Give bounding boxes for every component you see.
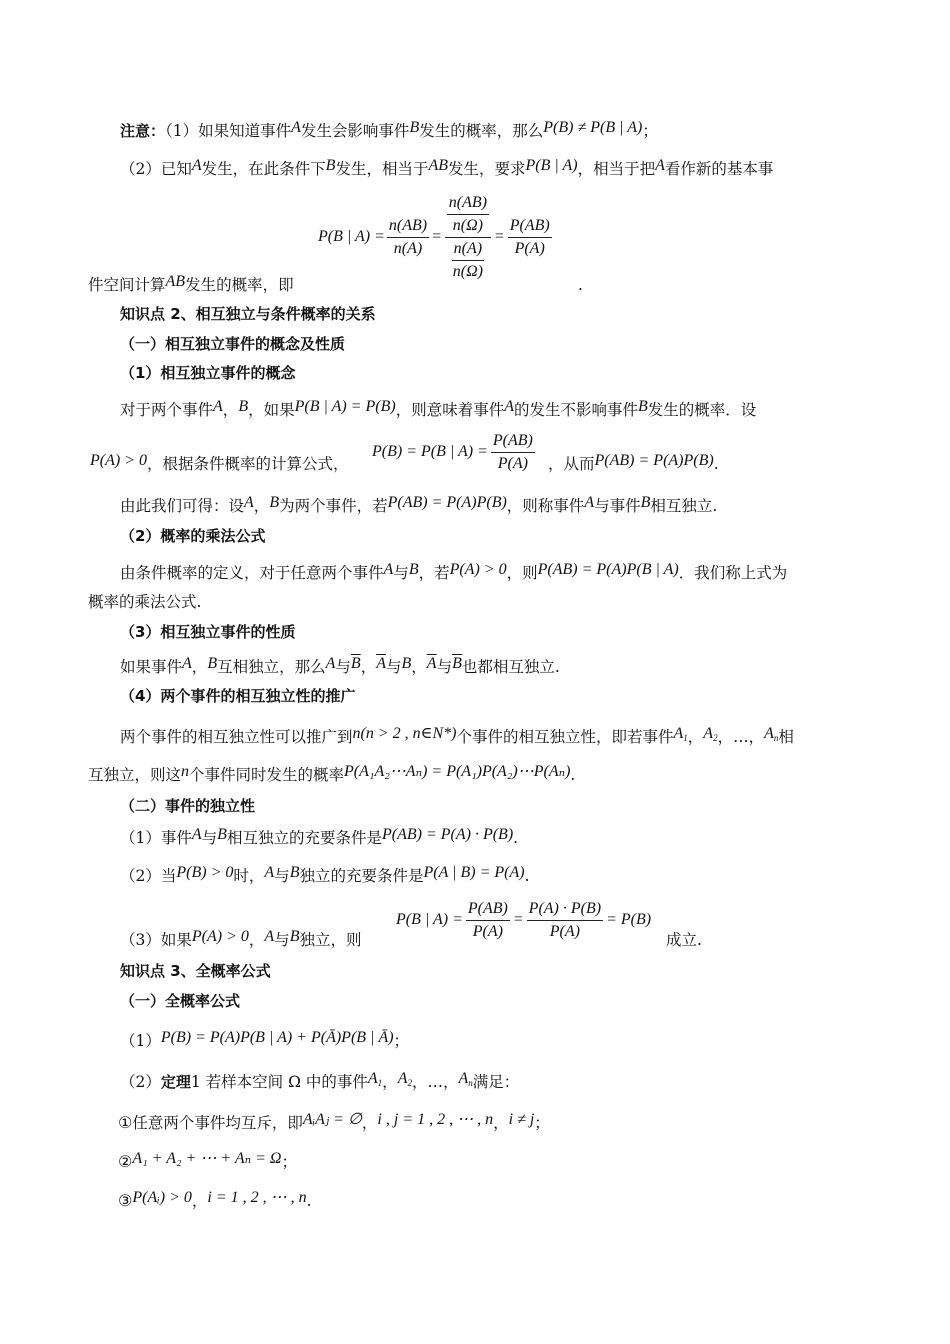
section-heading-k3: 知识点 3、全概率公式 xyxy=(120,962,271,980)
subsection-heading: （二）事件的独立性 xyxy=(120,797,256,815)
paragraph-line: （1）P(B) = P(A)P(B | A) + P(Ā)P(B | Ā)； xyxy=(120,1029,410,1050)
paragraph-line: 概率的乘法公式. xyxy=(88,593,202,611)
paragraph-line: 由条件概率的定义，对于任意两个事件A与B，若P(A) > 0，则P(AB) = P(A)P(B | A)．我们称上式为 xyxy=(120,561,788,582)
paragraph-line: P(A) > 0，根据条件概率的计算公式， xyxy=(90,452,349,473)
note-line-2: （2）已知A发生，在此条件下B发生，相当于AB发生，要求P(B | A)，相当于把A看作新的基本事 xyxy=(120,157,774,178)
paragraph-line: （2）当P(B) > 0时，A与B独立的充要条件是P(A | B) = P(A). xyxy=(120,864,530,885)
note-label: 注意： xyxy=(120,122,166,140)
document-page: 注意：（1）如果知道事件A发生会影响事件B发生的概率，那么P(B) ≠ P(B | A)； （2）已知A发生，在此条件下B发生，相当于AB发生，要求P(B | A)，相当于把A看作新的基本事 P(B | A) = $\frac{n(AB)}{n(A)}$ = $\frac{n(AB)}{n(\Omega)}$ $\frac{n(A)}{n(\Omega)}$ = $\frac{P(AB)}{P(A)}$ 件空间计算AB发生的概率，即 . 知识点 2、相互独立与条件概率的关系 （一）相互独立事件的概念及性质 （1）相互独立事件的概念 对于两个事件A，B，如果P(B | A) = P(B)，则意味着事件A的发生不影响事件B发生的概率．设 P(A) > 0，根据条件概率的计算公式， P(B) = P(B | A) = $\frac{P(AB)}{P(A)}$ ，从而P(AB) = P(A)P(B). 由此我们可得：设A，B为两个事件，若P(AB) = P(A)P(B)，则称事件A与事件B相互独立. （2）概率的乘法公式 由条件概率的定义，对于任意两个事件A与B，若P(A) > 0，则P(AB) = P(A)P(B | A)．我们称上式为 概率的乘法公式. （3）相互独立事件的性质 如果事件A，B互相独立，那么A与$\overline{B}$，$\overline{A}$与B，$\overline{A}$与$\overline{B}$也都相互独立. （4）两个事件的相互独立性的推广 两个事件的相互独立性可以推广到n(n > 2 , n∈N*)个事件的相互独立性，即若事件$A_1$，$A_2$，…，$A_n$相 互独立，则这n个事件同时发生的概率P(A₁A₂⋯Aₙ) = P(A₁)P(A₂)⋯P(Aₙ). （二）事件的独立性 （1）事件A与B相互独立的充要条件是P(AB) = P(A) · P(B). （2）当P(B) > 0时，A与B独立的充要条件是P(A | B) = P(A). （3）如果P(A) > 0，A与B独立，则 P(B | A) = $\frac{P(AB)}{P(A)}$ = $\frac{P(A) \cdot P(B)}{P(A)}$ = P(B) 成立. 知识点 3、全概率公式 （一）全概率公式 （1）P(B) = P(A)P(B | A) + P(Ā)P(B | Ā)； （2）定理1 若样本空间 Ω 中的事件$A_1$，$A_2$，…，$A_n$满足： ①任意两个事件均互斥，即AᵢAⱼ = ∅，i , j = 1 , 2 , ⋯ , n，i ≠ j； ②A₁ + A₂ + ⋯ + Aₙ = Ω； ③P(Aᵢ) > 0，i = 1 , 2 , ⋯ , n. xyxy=(0,0,950,1344)
subsection-heading: （一）全概率公式 xyxy=(120,992,241,1010)
paragraph-line: 互独立，则这n个事件同时发生的概率P(A₁A₂⋯Aₙ) = P(A₁)P(A₂)⋯P(Aₙ). xyxy=(88,763,576,784)
condition-item: ①任意两个事件均互斥，即AᵢAⱼ = ∅，i , j = 1 , 2 , ⋯ , n，i ≠ j； xyxy=(118,1111,550,1132)
paragraph-line: （2）定理1 若样本空间 Ω 中的事件$A_1$，$A_2$，…，$A_n$满足： xyxy=(120,1070,520,1091)
section-heading-k2: 知识点 2、相互独立与条件概率的关系 xyxy=(120,305,376,323)
subsection-heading: （3）相互独立事件的性质 xyxy=(120,623,296,641)
paragraph-line: （1）事件A与B相互独立的充要条件是P(AB) = P(A) · P(B). xyxy=(120,826,519,847)
conditional-probability-formula: P(B | A) = $\frac{n(AB)}{n(A)}$ = $\frac{n(AB)}{n(\Omega)}$ $\frac{n(A)}{n(\Omega)}$ = $\frac{P(AB)}{P(A)}$ xyxy=(318,190,552,284)
subsection-heading: （2）概率的乘法公式 xyxy=(120,527,266,545)
note-line-3: 件空间计算AB发生的概率，即 xyxy=(88,273,294,294)
condition-item: ②A₁ + A₂ + ⋯ + Aₙ = Ω； xyxy=(118,1150,297,1171)
paragraph-line: 由此我们可得：设A，B为两个事件，若P(AB) = P(A)P(B)，则称事件A与事件B相互独立. xyxy=(120,494,718,515)
paragraph-line: 两个事件的相互独立性可以推广到n(n > 2 , n∈N*)个事件的相互独立性，即若事件$A_1$，$A_2$，…，$A_n$相 xyxy=(120,725,794,746)
subsection-heading: （1）相互独立事件的概念 xyxy=(120,364,296,382)
independence-derivation: P(B) = P(B | A) = $\frac{P(AB)}{P(A)}$ xyxy=(372,431,533,472)
note-line-1: 注意：（1）如果知道事件A发生会影响事件B发生的概率，那么P(B) ≠ P(B | A)； xyxy=(120,119,658,140)
nested-fraction: $\frac{n(AB)}{n(\Omega)}$ $\frac{n(A)}{n(\Omega)}$ xyxy=(445,192,491,283)
paragraph-line: 如果事件A，B互相独立，那么A与$\overline{B}$，$\overline{A}$与B，$\overline{A}$与$\overline{B}$也都相互独立. xyxy=(120,655,560,676)
independence-formula: P(B | A) = $\frac{P(AB)}{P(A)}$ = $\frac{P(A) \cdot P(B)}{P(A)}$ = P(B) xyxy=(396,899,652,940)
paragraph-line: （3）如果P(A) > 0，A与B独立，则 xyxy=(120,928,362,949)
condition-item: ③P(Aᵢ) > 0，i = 1 , 2 , ⋯ , n. xyxy=(118,1189,312,1210)
paragraph-line: 对于两个事件A，B，如果P(B | A) = P(B)，则意味着事件A的发生不影响事件B发生的概率．设 xyxy=(120,398,757,419)
subsection-heading: （4）两个事件的相互独立性的推广 xyxy=(120,687,356,705)
subsection-heading: （一）相互独立事件的概念及性质 xyxy=(120,335,346,353)
